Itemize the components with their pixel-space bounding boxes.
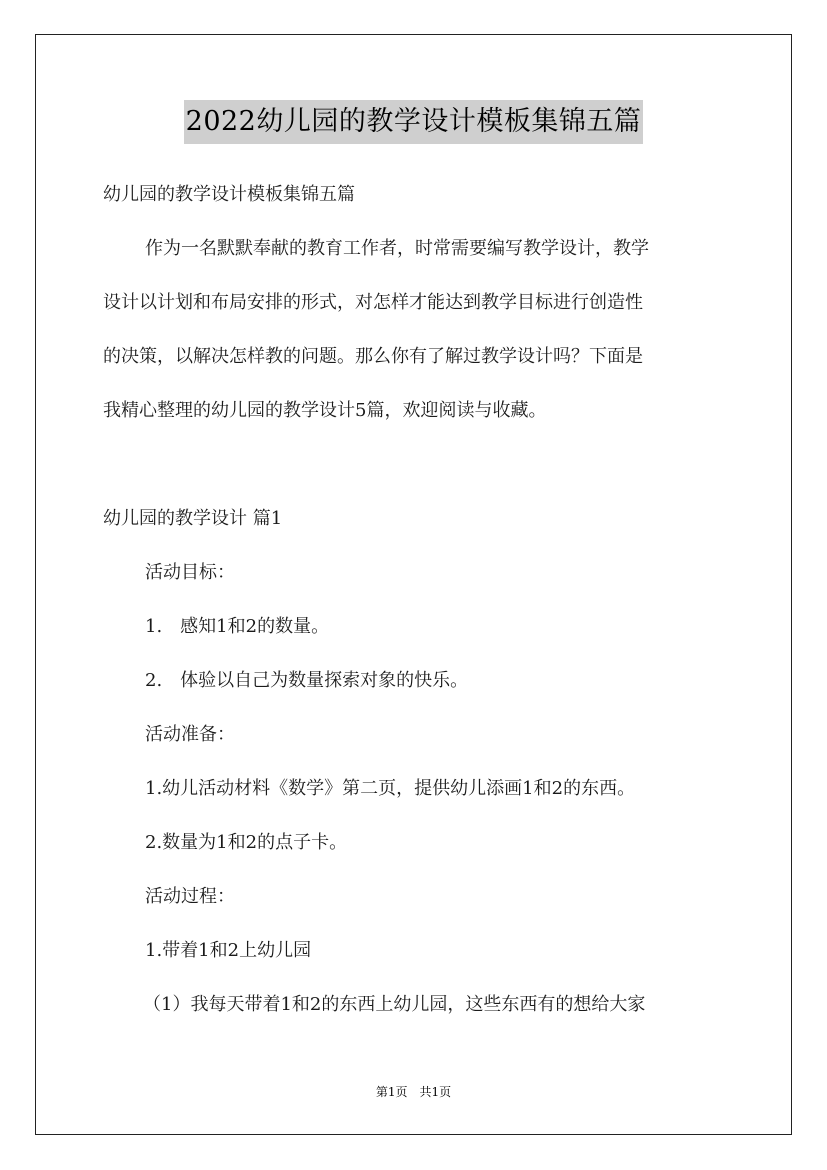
intro-line-2: 设计以计划和布局安排的形式，对怎样才能达到教学目标进行创造性 bbox=[103, 292, 643, 313]
section-line-prep-label: 活动准备： bbox=[145, 724, 235, 745]
section-line-process-1-1: （1）我每天带着1和2的东西上幼儿园，这些东西有的想给大家 bbox=[143, 994, 646, 1015]
document-title: 2022幼儿园的教学设计模板集锦五篇 bbox=[184, 100, 644, 144]
intro-line-1: 作为一名默默奉献的教育工作者，时常需要编写教学设计，教学 bbox=[145, 238, 649, 259]
intro-line-3: 的决策，以解决怎样教的问题。那么你有了解过教学设计吗？下面是 bbox=[103, 346, 643, 367]
document-subtitle: 幼儿园的教学设计模板集锦五篇 bbox=[103, 184, 355, 205]
section-line-goal-1: 1. 感知1和2的数量。 bbox=[145, 616, 330, 637]
intro-line-4: 我精心整理的幼儿园的教学设计5篇，欢迎阅读与收藏。 bbox=[103, 400, 547, 421]
section-heading: 幼儿园的教学设计 篇1 bbox=[103, 508, 283, 529]
section-line-prep-2: 2.数量为1和2的点子卡。 bbox=[145, 832, 348, 853]
section-line-goal-2: 2. 体验以自己为数量探索对象的快乐。 bbox=[145, 670, 469, 691]
page-footer: 第1页 共1页 bbox=[375, 1085, 452, 1099]
title-container bbox=[0, 100, 827, 144]
section-line-process-1: 1.带着1和2上幼儿园 bbox=[145, 940, 312, 961]
section-line-process-label: 活动过程： bbox=[145, 886, 235, 907]
section-line-prep-1: 1.幼儿活动材料《数学》第二页，提供幼儿添画1和2的东西。 bbox=[145, 778, 636, 799]
section-line-goals-label: 活动目标： bbox=[145, 562, 235, 583]
